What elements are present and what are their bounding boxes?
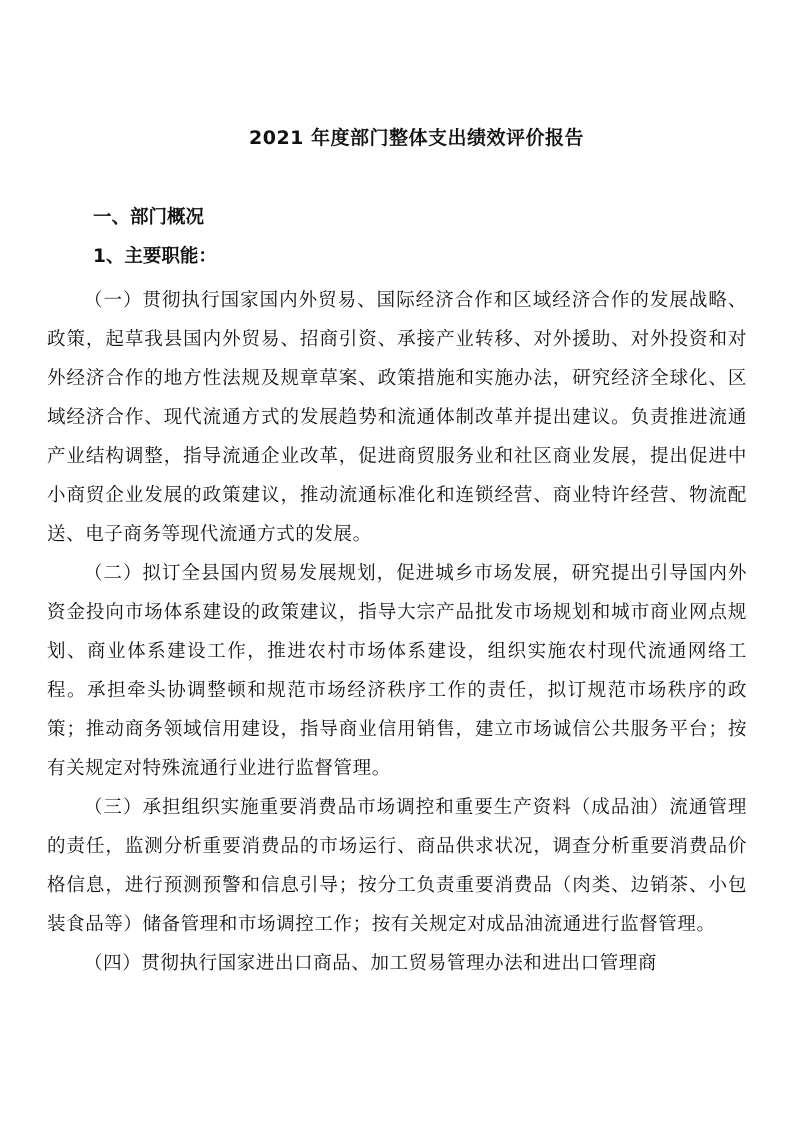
document-title: 2021 年度部门整体支出绩效评价报告 [249, 127, 584, 149]
paragraph-1: （一）贯彻执行国家国内外贸易、国际经济合作和区域经济合作的发展战略、政策，起草我县国内外贸易、招商引资、承接产业转移、对外援助、对外投资和对外经济合作的地方性法规及规章草案、政策措施和实施办法，研究经济全球化、区域经济合作、现代流通方式的发展趋势和流通体制改革并提出建议。负责推进流通产业结构调整，指导流通企业改革，促进商贸服务业和社区商业发展，提出促进中小商贸企业发展的政策建议，推动流通标准化和连锁经营、商业特许经营、物流配送、电子商务等现代流通方式的发展。 [47, 290, 747, 545]
subsection-heading: 1、主要职能： [93, 246, 217, 267]
section-heading: 一、部门概况 [93, 207, 205, 228]
document-body [47, 281, 747, 983]
paragraph-2: （二）拟订全县国内贸易发展规划，促进城乡市场发展，研究提出引导国内外资金投向市场体系建设的政策建议，指导大宗产品批发市场规划和城市商业网点规划、商业体系建设工作，推进农村市场体系建设，组织实施农村现代流通网络工程。承担牵头协调整顿和规范市场经济秩序工作的责任，拟订规范市场秩序的政策；推动商务领域信用建设，指导商业信用销售，建立市场诚信公共服务平台；按有关规定对特殊流通行业进行监督管理。 [47, 563, 747, 779]
paragraph-3: （三）承担组织实施重要消费品市场调控和重要生产资料（成品油）流通管理的责任，监测分析重要消费品的市场运行、商品供求状况，调查分析重要消费品价格信息，进行预测预警和信息引导；按分工负责重要消费品（肉类、边销茶、小包装食品等）储备管理和市场调控工作；按有关规定对成品油流通进行监督管理。 [47, 797, 747, 935]
paragraph-4: （四）贯彻执行国家进出口商品、加工贸易管理办法和进出口管理商 [84, 953, 658, 974]
